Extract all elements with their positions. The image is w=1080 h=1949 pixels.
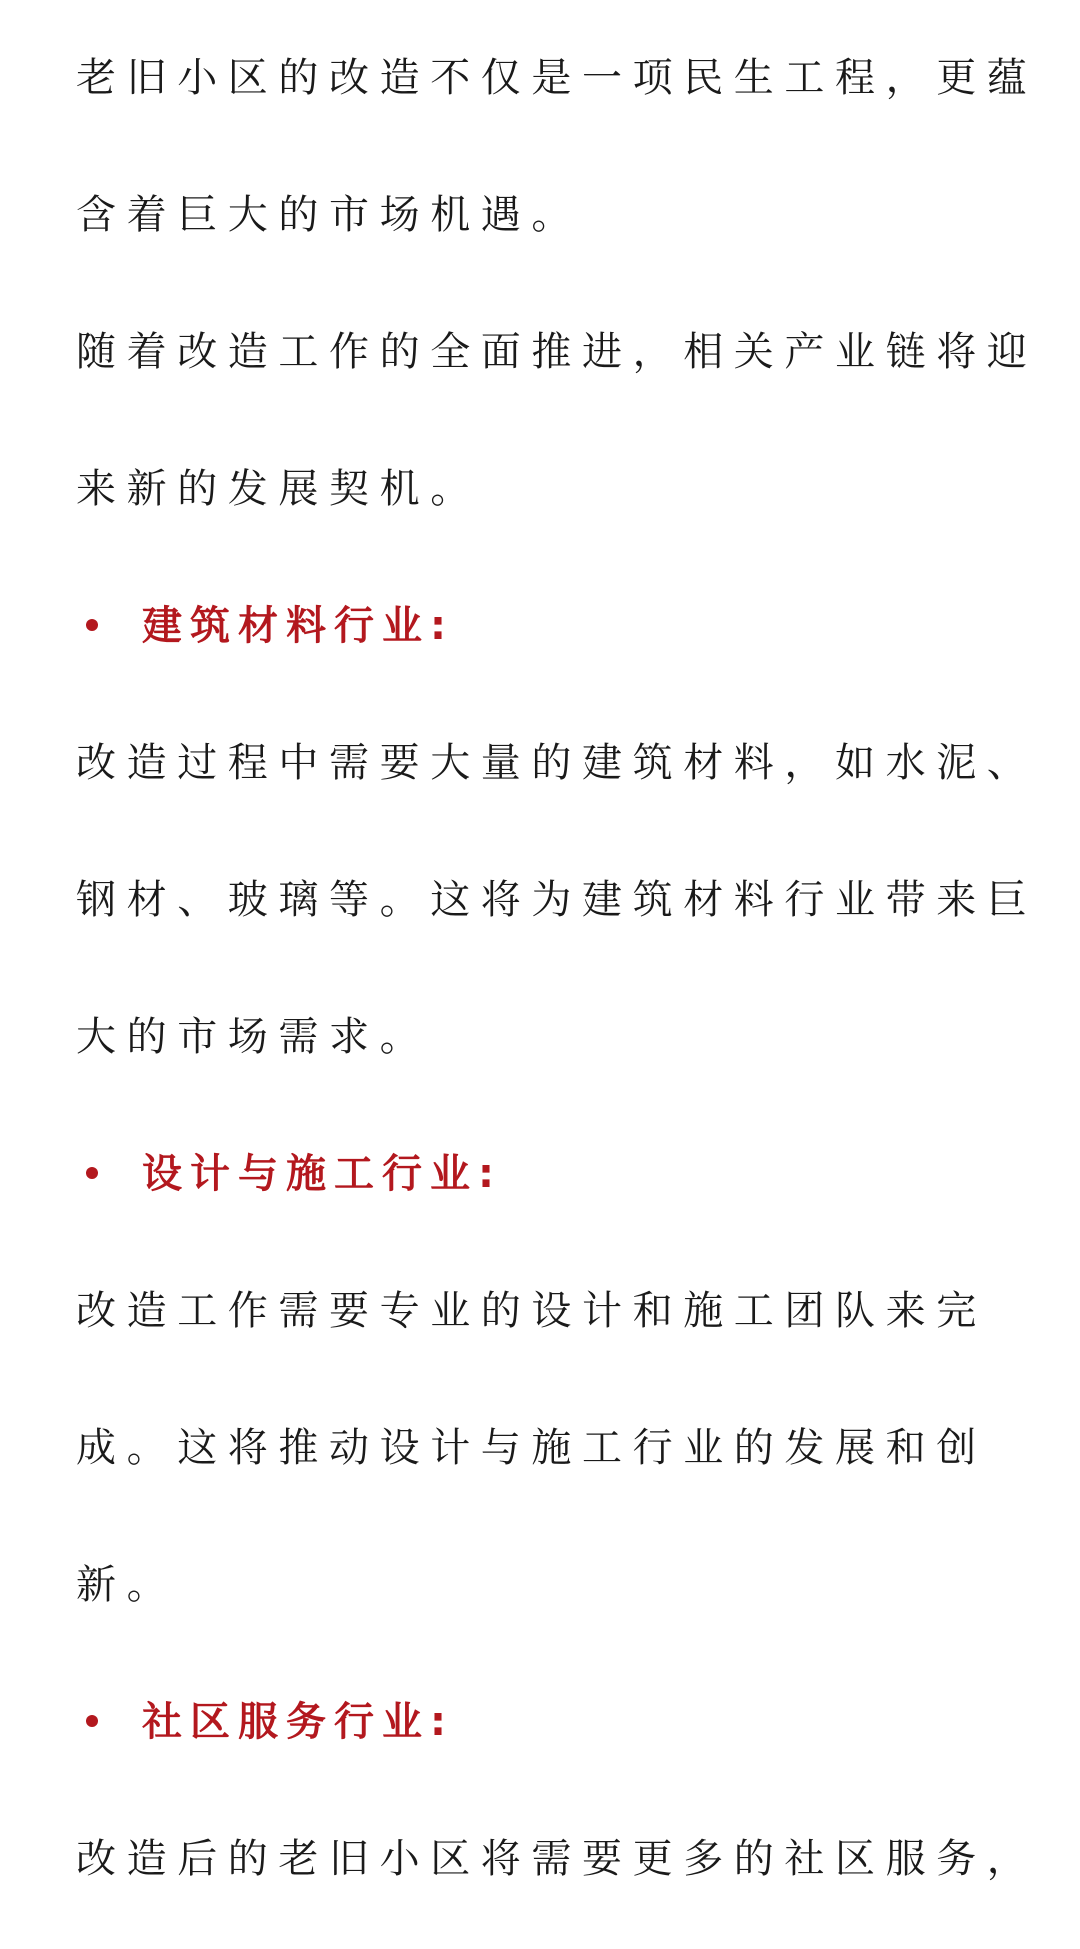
paragraph-line: 大的市场需求。 xyxy=(76,1014,431,1060)
paragraph-line: 钢材、玻璃等。这将为建筑材料行业带来巨 xyxy=(76,877,1038,923)
bullet-icon xyxy=(86,1715,98,1727)
paragraph-line: 含着巨大的市场机遇。 xyxy=(76,192,582,238)
section-heading-text: 设计与施工行业: xyxy=(142,1151,502,1197)
section-heading-design-construction xyxy=(86,1144,986,1204)
paragraph-line: 改造后的老旧小区将需要更多的社区服务， xyxy=(76,1836,1038,1882)
paragraph-line: 来新的发展契机。 xyxy=(76,466,481,512)
paragraph-line: 成。这将推动设计与施工行业的发展和创 xyxy=(76,1425,987,1471)
paragraph-line: 新。 xyxy=(76,1562,178,1608)
section-heading-text: 建筑材料行业: xyxy=(142,603,454,649)
section-heading-text: 社区服务行业: xyxy=(142,1699,454,1745)
paragraph-line: 改造工作需要专业的设计和施工团队来完 xyxy=(76,1288,987,1334)
section-heading-community-service xyxy=(86,1692,986,1752)
paragraph-line: 改造过程中需要大量的建筑材料，如水泥、 xyxy=(76,740,1038,786)
section-heading-building-materials xyxy=(86,596,986,656)
paragraph-line: 随着改造工作的全面推进，相关产业链将迎 xyxy=(76,329,1038,375)
paragraph-line: 老旧小区的改造不仅是一项民生工程，更蕴 xyxy=(76,55,1038,101)
bullet-icon xyxy=(86,1167,98,1179)
bullet-icon xyxy=(86,619,98,631)
